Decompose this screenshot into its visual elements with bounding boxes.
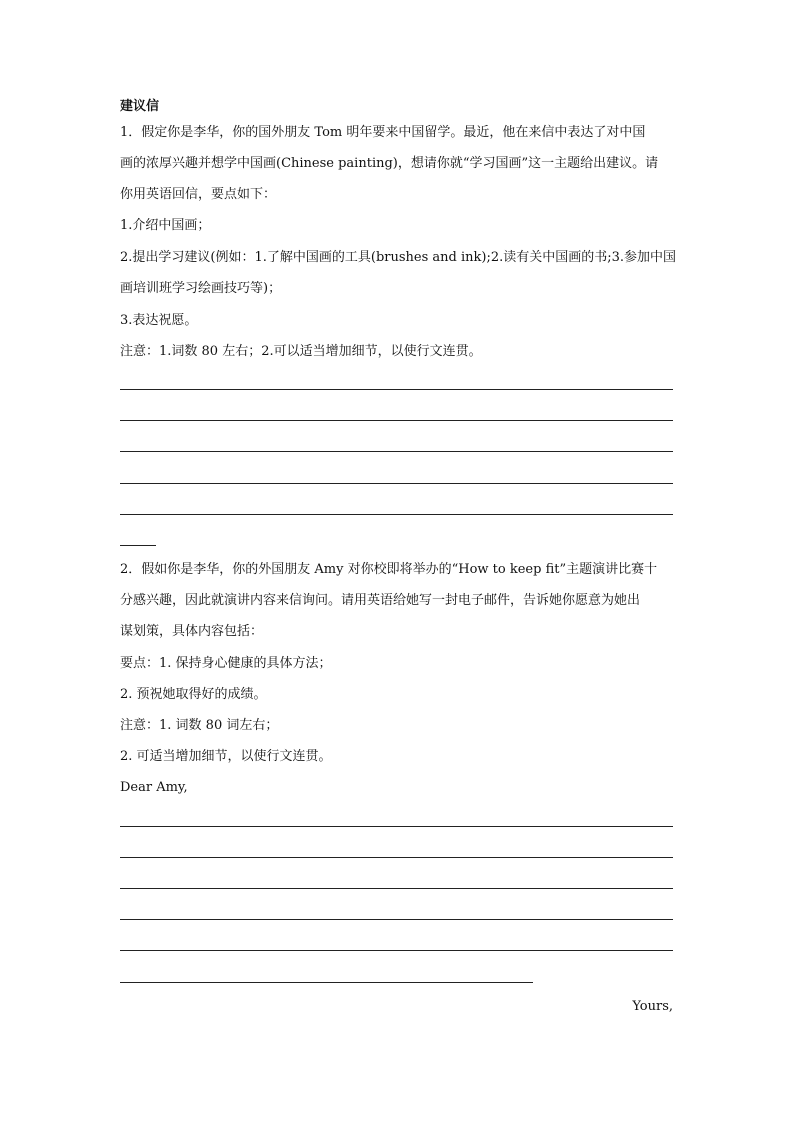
answer-line	[120, 888, 673, 889]
answer-line	[120, 483, 673, 484]
section-title: 建议信	[120, 99, 160, 114]
q1-line-3: 你用英语回信，要点如下：	[120, 187, 277, 202]
q2-line-3: 谋划策，具体内容包括：	[120, 624, 264, 639]
salutation: Dear Amy,	[120, 780, 188, 795]
answer-line	[120, 950, 673, 951]
answer-line	[120, 389, 673, 390]
q1-point-2-cont: 画培训班学习绘画技巧等)；	[120, 281, 282, 296]
q2-line-1: 2．假如你是李华，你的外国朋友 Amy 对你校即将举办的“How to keep fit”主题演讲比赛十	[120, 562, 658, 577]
q1-note: 注意：1.词数 80 左右；2.可以适当增加细节，以使行文连贯。	[120, 344, 482, 359]
q1-point-1: 1.介绍中国画；	[120, 218, 211, 233]
q2-line-2: 分感兴趣，因此就演讲内容来信询问。请用英语给她写一封电子邮件，告诉她你愿意为她出	[120, 593, 641, 608]
q1-point-3: 3.表达祝愿。	[120, 313, 198, 328]
q1-point-2: 2.提出学习建议(例如：1.了解中国画的工具(brushes and ink);2.读有关中国画的书;3.参加中国	[120, 250, 677, 265]
q2-point-1: 要点：1. 保持身心健康的具体方法；	[120, 656, 332, 671]
answer-line	[120, 514, 673, 515]
q1-line-1: 1．假定你是李华，你的国外朋友 Tom 明年要来中国留学。最近，他在来信中表达了对中国	[120, 125, 646, 140]
answer-line	[120, 919, 673, 920]
answer-line	[120, 451, 673, 452]
answer-line	[120, 420, 673, 421]
answer-line	[120, 857, 673, 858]
answer-line-partial	[120, 982, 533, 983]
q2-point-2: 2. 预祝她取得好的成绩。	[120, 687, 267, 702]
q2-note-2: 2. 可适当增加细节，以使行文连贯。	[120, 749, 332, 764]
q2-note-1: 注意：1. 词数 80 词左右；	[120, 718, 279, 733]
answer-line	[120, 826, 673, 827]
closing: Yours,	[632, 999, 673, 1014]
answer-line-short	[120, 545, 156, 546]
q1-line-2: 画的浓厚兴趣并想学中国画(Chinese painting)，想请你就“学习国画”这一主题给出建议。请	[120, 156, 659, 171]
